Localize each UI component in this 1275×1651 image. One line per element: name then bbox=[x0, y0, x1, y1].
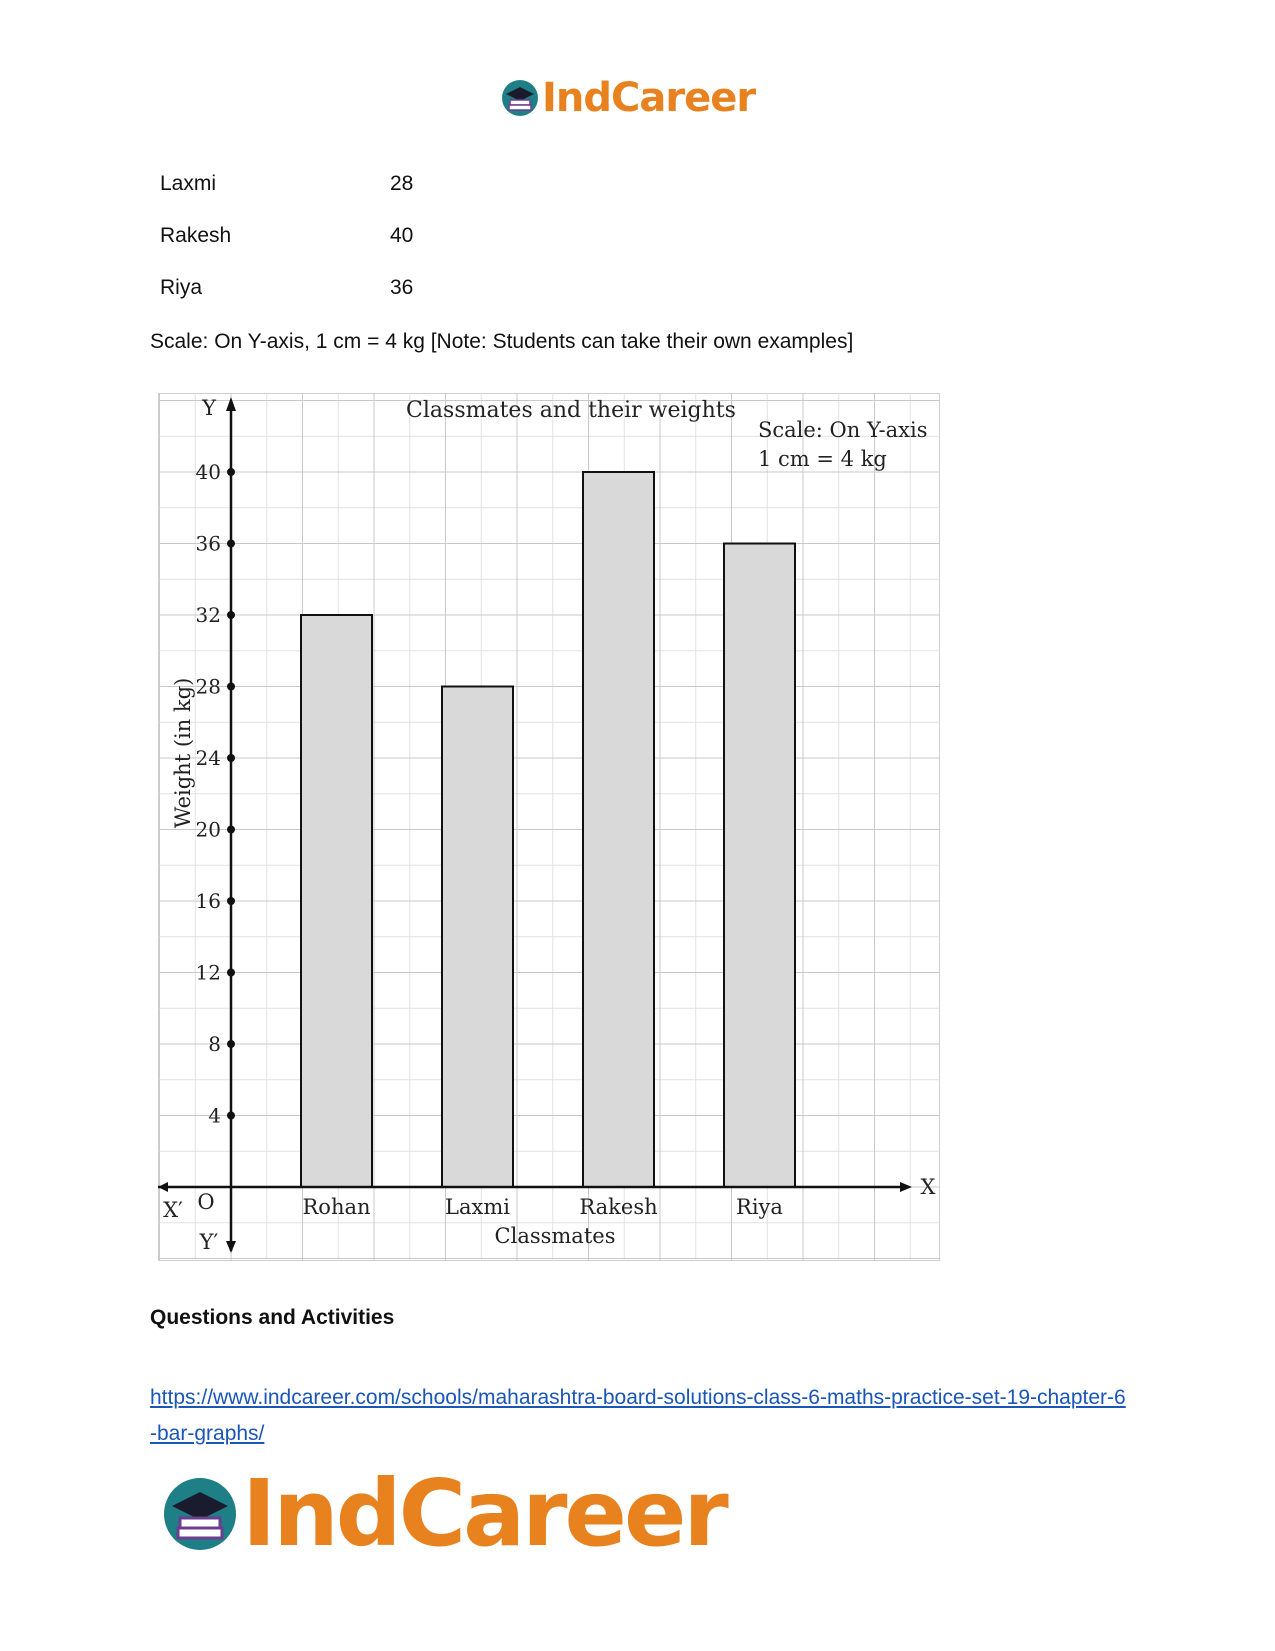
bar-rakesh bbox=[583, 472, 654, 1187]
y-axis-title: Weight (in kg) bbox=[171, 677, 195, 829]
y-tick-label: 40 bbox=[195, 460, 221, 484]
y-tick-label: 32 bbox=[195, 603, 221, 627]
section-title: Questions and Activities bbox=[150, 1306, 395, 1329]
logo-text: IndCareer bbox=[242, 1460, 726, 1567]
y-tick-dot bbox=[227, 969, 235, 977]
y-tick-label: 12 bbox=[195, 960, 221, 985]
bar-laxmi bbox=[442, 687, 513, 1188]
x-neg-axis-letter: X′ bbox=[163, 1198, 183, 1222]
y-tick-dot bbox=[227, 683, 235, 691]
y-tick-label: 20 bbox=[195, 817, 221, 842]
logo-text: IndCareer bbox=[542, 75, 756, 121]
y-tick-label: 16 bbox=[195, 889, 221, 913]
weights-table bbox=[160, 158, 413, 314]
bar-chart-svg bbox=[158, 393, 940, 1261]
indcareer-logo-top bbox=[500, 75, 756, 121]
y-neg-axis-letter: Y′ bbox=[199, 1230, 219, 1254]
table-cell-name: Laxmi bbox=[160, 172, 217, 195]
bar-riya bbox=[724, 544, 795, 1188]
y-tick-dot bbox=[227, 540, 235, 548]
x-tick-label-riya: Riya bbox=[736, 1195, 783, 1219]
y-tick-dot bbox=[227, 611, 235, 619]
scale-line-2: 1 cm = 4 kg bbox=[758, 447, 887, 471]
bar-rohan bbox=[301, 615, 372, 1187]
y-tick-dot bbox=[227, 1040, 235, 1048]
table-row bbox=[160, 262, 413, 314]
x-axis-letter: X bbox=[920, 1175, 936, 1199]
table-cell-name: Rakesh bbox=[160, 224, 232, 247]
y-tick-label: 8 bbox=[208, 1032, 221, 1056]
y-axis-letter: Y bbox=[202, 396, 216, 420]
graph-paper bbox=[159, 394, 940, 1261]
scale-note: Scale: On Y-axis, 1 cm = 4 kg [Note: Students can take their own examples] bbox=[150, 330, 854, 353]
y-tick-label: 24 bbox=[195, 746, 221, 770]
y-tick-dot bbox=[227, 897, 235, 905]
bar-chart bbox=[158, 393, 940, 1261]
table-cell-value: 28 bbox=[390, 172, 414, 195]
y-tick-label: 28 bbox=[195, 674, 221, 699]
graduation-cap-book-icon bbox=[500, 78, 540, 118]
y-tick-dot bbox=[227, 468, 235, 476]
indcareer-logo-bottom bbox=[160, 1460, 726, 1567]
table-cell-value: 40 bbox=[390, 224, 414, 247]
table-cell-name: Riya bbox=[160, 276, 203, 299]
y-tick-dot bbox=[227, 1112, 235, 1120]
y-tick-dot bbox=[227, 754, 235, 762]
chart-title: Classmates and their weights bbox=[406, 398, 736, 423]
y-tick-label: 36 bbox=[195, 531, 221, 556]
graduation-cap-book-icon bbox=[160, 1474, 240, 1554]
x-tick-label-laxmi: Laxmi bbox=[445, 1195, 510, 1219]
y-tick-label: 4 bbox=[208, 1103, 221, 1128]
x-tick-label-rohan: Rohan bbox=[302, 1195, 371, 1219]
scale-line-1: Scale: On Y-axis bbox=[758, 418, 928, 442]
y-tick-dot bbox=[227, 826, 235, 834]
origin-label: O bbox=[197, 1190, 215, 1214]
table-row bbox=[160, 210, 413, 262]
table-row bbox=[160, 158, 413, 210]
x-axis-title: Classmates bbox=[494, 1224, 616, 1248]
solutions-link[interactable]: https://www.indcareer.com/schools/maharashtra-board-solutions-class-6-maths-practice-set-19-chapter-6-bar-graphs/ bbox=[150, 1386, 1126, 1445]
x-tick-label-rakesh: Rakesh bbox=[579, 1195, 658, 1219]
table-cell-value: 36 bbox=[390, 276, 414, 299]
